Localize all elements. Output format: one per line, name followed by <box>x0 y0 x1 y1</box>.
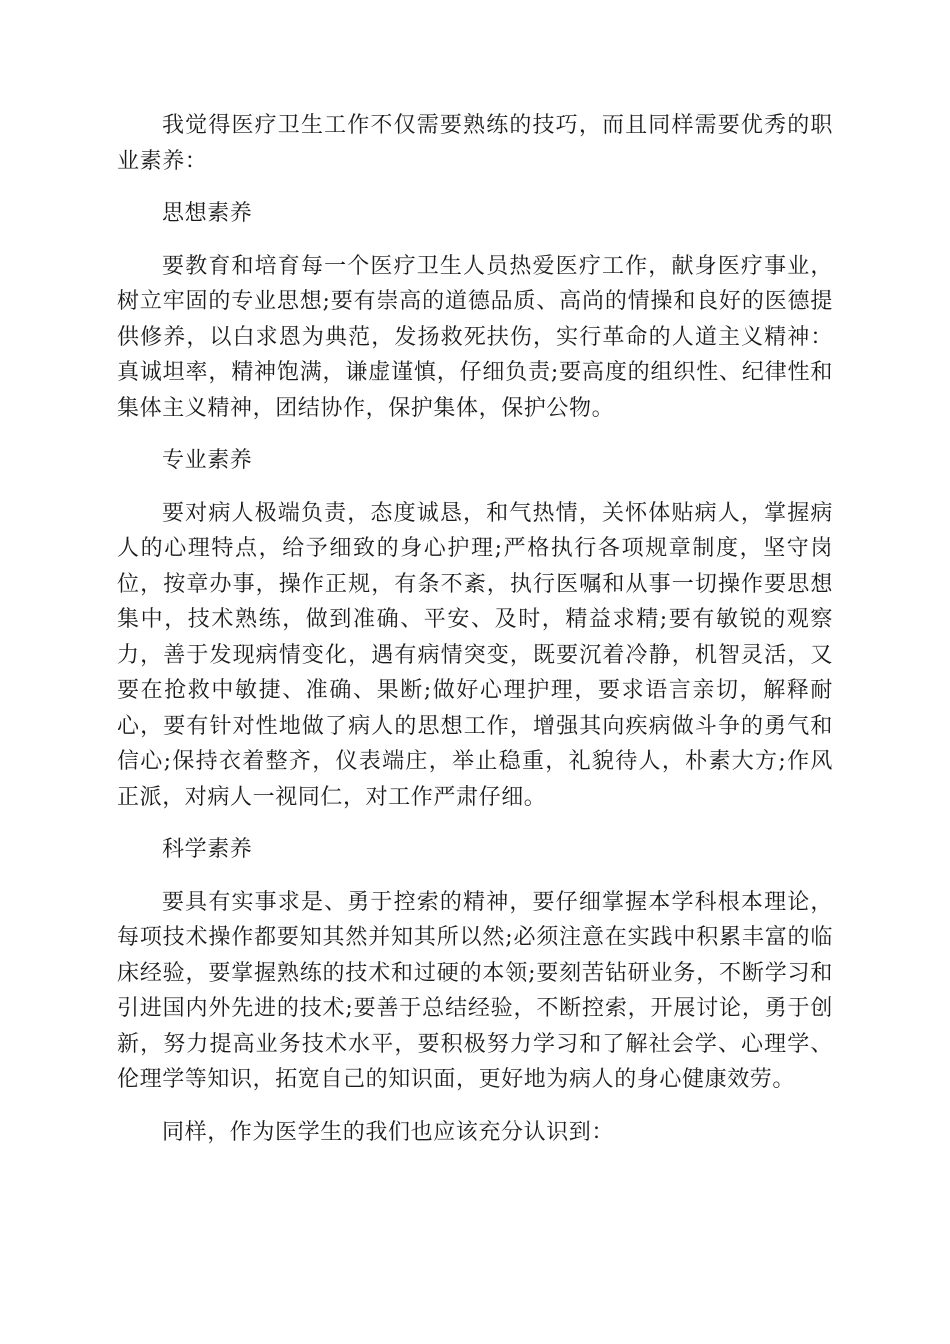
section-heading-professional: 专业素养 <box>162 448 253 473</box>
professional-paragraph: 要对病人极端负责，态度诚恳，和气热情，关怀体贴病人，掌握病人的心理特点，给予细致的身心护理;严格执行各项规章制度，坚守岗位，按章办事，操作正规，有条不紊，执行医嘱和从事一切操作要思想集中，技术熟练，做到准确、平安、及时，精益求精;要有敏锐的观察力，善于发现病情变化，遇有病情突变，既要沉着冷静，机智灵活，又要在抢救中敏捷、准确、果断;做好心理护理，要求语言亲切，解释耐心，要有针对性地做了病人的思想工作，增强其向疾病做斗争的勇气和信心;保持衣着整齐，仪表端庄，举止稳重，礼貌待人，朴素大方;作风正派，对病人一视同仁，对工作严肃仔细。 <box>117 500 833 810</box>
section-heading-ideology: 思想素养 <box>162 201 253 226</box>
document-page <box>117 108 833 1167</box>
intro-paragraph: 我觉得医疗卫生工作不仅需要熟练的技巧，而且同样需要优秀的职业素养： <box>117 113 833 174</box>
section-heading-science: 科学素养 <box>162 837 253 862</box>
closing-paragraph: 同样，作为医学生的我们也应该充分认识到： <box>162 1119 615 1145</box>
ideology-paragraph: 要教育和培育每一个医疗卫生人员热爱医疗工作，献身医疗事业，树立牢固的专业思想;要有崇高的道德品质、高尚的情操和良好的医德提供修养，以白求恩为典范，发扬救死扶伤，实行革命的人道主义精神：真诚坦率，精神饱满，谦虚谨慎，仔细负责;要高度的组织性、纪律性和集体主义精神，团结协作，保护集体，保护公物。 <box>117 253 833 421</box>
science-paragraph: 要具有实事求是、勇于控索的精神，要仔细掌握本学科根本理论，每项技术操作都要知其然并知其所以然;必须注意在实践中积累丰富的临床经验，要掌握熟练的技术和过硬的本领;要刻苦钻研业务，不断学习和引进国内外先进的技术;要善于总结经验，不断控索，开展讨论，勇于创新，努力提高业务技术水平，要积极努力学习和了解社会学、心理学、伦理学等知识，拓宽自己的知识面，更好地为病人的身心健康效劳。 <box>117 889 833 1092</box>
